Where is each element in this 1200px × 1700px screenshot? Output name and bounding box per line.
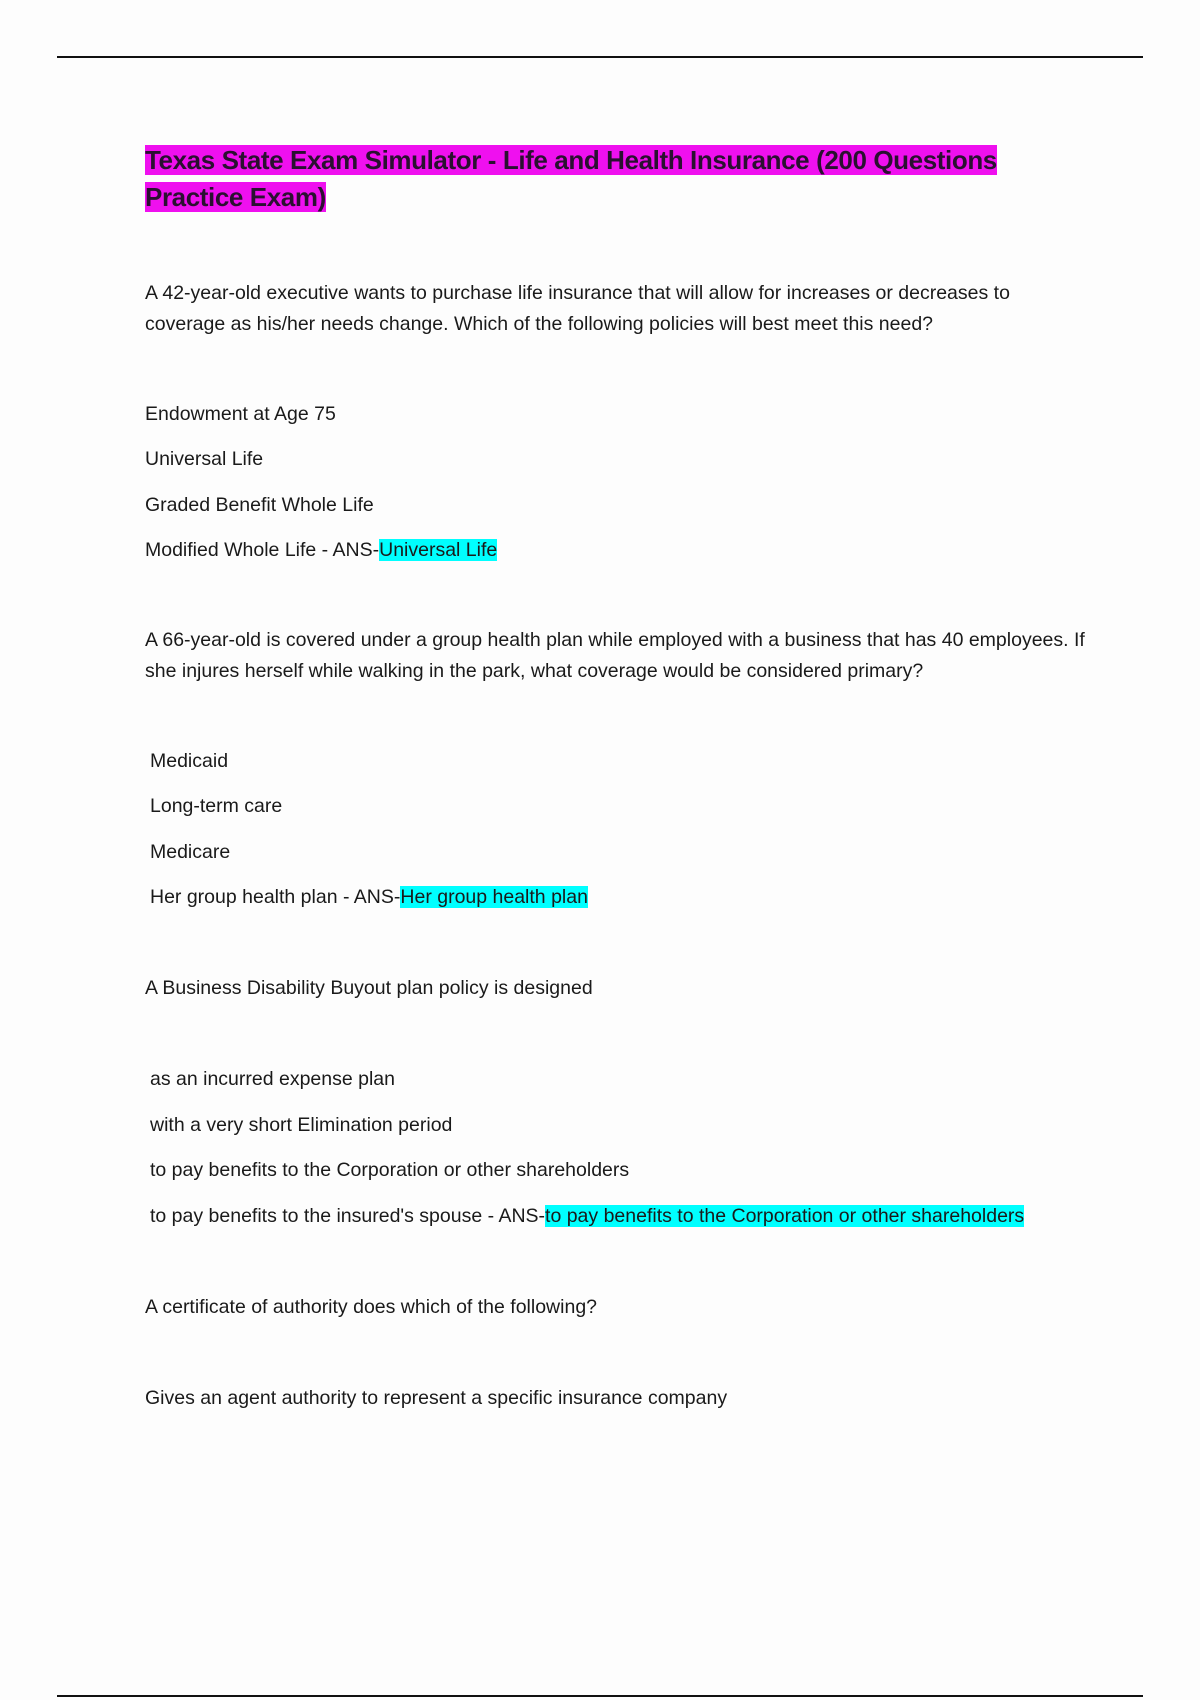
question-1-option-4 [145,535,497,566]
question-2-option-2: Long-term care [150,795,283,817]
question-3-prompt: A Business Disability Buyout plan policy is designed [145,977,593,999]
footer-rule [57,1695,1143,1697]
document-title [145,142,1085,216]
question-2-option-4-text: Her group health plan - ANS- [150,886,401,908]
question-1-option-2: Universal Life [145,448,264,470]
question-1-option-3: Graded Benefit Whole Life [145,494,374,516]
question-3-option-4-text: to pay benefits to the insured's spouse - ANS- [150,1205,546,1227]
title-highlight: Texas State Exam Simulator - Life and Health Insurance (200 Questions Practice Exam) [145,145,997,212]
header-rule [57,56,1143,58]
question-3-option-4 [150,1201,1024,1232]
question-2-option-3: Medicare [150,841,231,863]
question-3-option-1: as an incurred expense plan [150,1068,395,1090]
question-4-prompt: A certificate of authority does which of the following? [145,1296,598,1318]
question-3-option-3: to pay benefits to the Corporation or other shareholders [150,1159,630,1181]
question-4-option-1: Gives an agent authority to represent a specific insurance company [145,1387,728,1409]
question-3-answer: to pay benefits to the Corporation or other shareholders [545,1205,1025,1227]
question-1-option-4-text: Modified Whole Life - ANS- [145,539,380,561]
question-1-prompt: A 42-year-old executive wants to purchase life insurance that will allow for increases or decreases to coverage as his/her needs change. Which of the following policies will best meet this need? [145,282,1010,335]
question-3-option-2: with a very short Elimination period [150,1114,453,1136]
question-2-option-4 [150,882,588,913]
question-1-option-1: Endowment at Age 75 [145,403,336,425]
question-1-answer: Universal Life [379,539,498,561]
question-2-answer: Her group health plan [400,886,588,908]
question-2-option-1: Medicaid [150,750,229,772]
question-2-prompt: A 66-year-old is covered under a group health plan while employed with a business that has 40 employees. If she injures herself while walking in the park, what coverage would be considered primary? [145,629,1085,682]
